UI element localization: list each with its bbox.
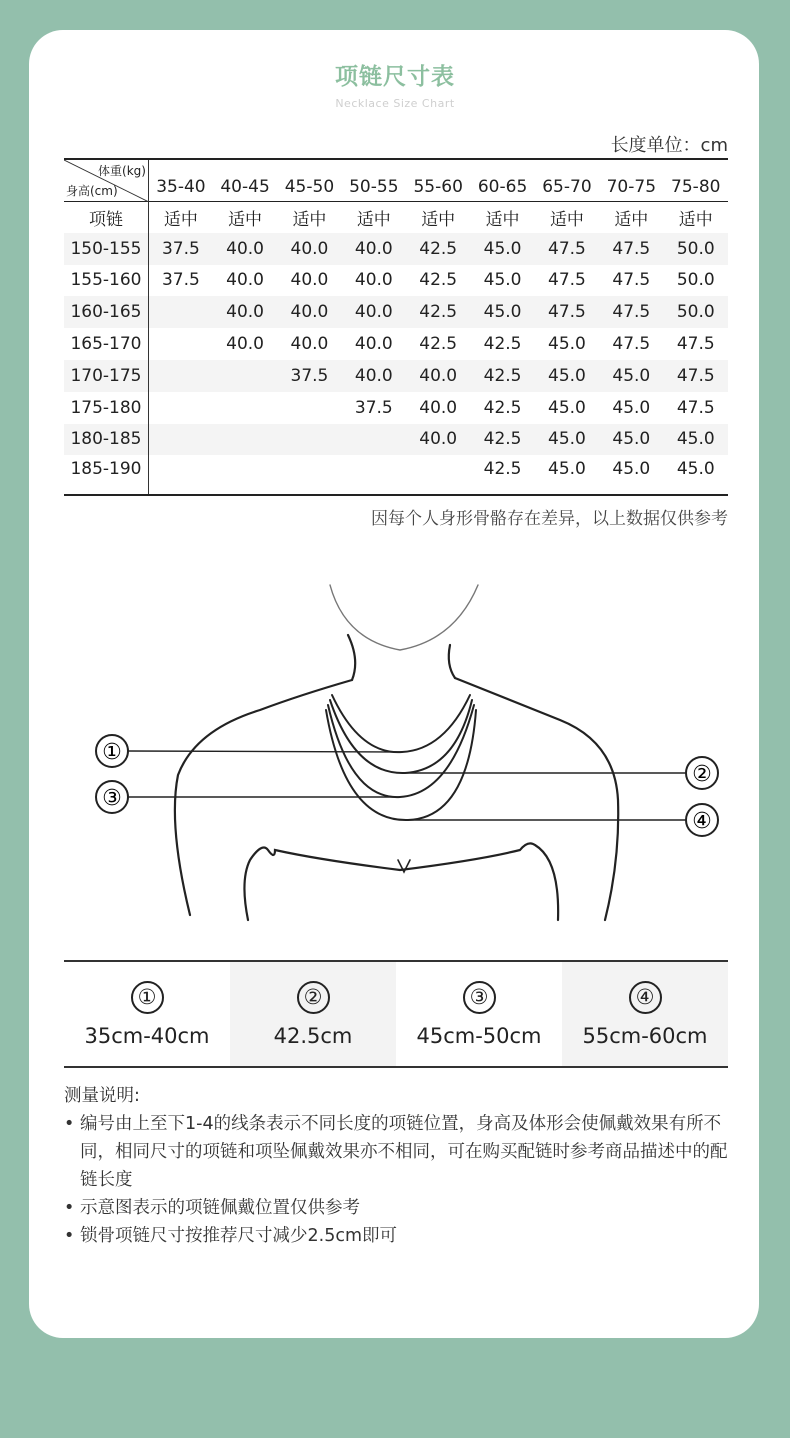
marker-1-label: ① [102, 740, 122, 765]
table-row [64, 455, 728, 495]
size-cell: 45.0 [535, 455, 599, 495]
marker-2 [686, 757, 718, 789]
instruction-item: • 编号由上至下1-4的线条表示不同长度的项链位置，身高及体形会使佩戴效果有所不同，相同尺寸的项链和项坠佩戴效果亦不相同，可在购买配链时参考商品描述中的配链长度 [64, 1110, 734, 1194]
page-title: 项链尺寸表 [335, 64, 455, 90]
marker-4 [686, 804, 718, 836]
size-cell: 42.5 [470, 424, 534, 456]
size-cell: 47.5 [535, 296, 599, 328]
height-label: 175-180 [64, 392, 148, 424]
table-row [64, 233, 728, 265]
legend-length: 35cm-40cm [84, 1023, 210, 1048]
size-cell: 40.0 [213, 233, 277, 265]
size-cell [213, 424, 277, 456]
size-cell: 45.0 [612, 397, 651, 418]
fit-cell: 适中 [535, 201, 599, 233]
fit-cell: 适中 [470, 201, 534, 233]
size-cell: 45.0 [599, 455, 663, 495]
legend-number: ③ [463, 981, 496, 1014]
size-cell: 45.0 [535, 360, 599, 392]
legend-item-1 [64, 962, 230, 1066]
size-cell: 40.0 [290, 334, 329, 355]
size-cell: 40.0 [277, 296, 341, 328]
page-subtitle: Necklace Size Chart [335, 97, 455, 110]
size-cell: 42.5 [470, 360, 534, 392]
size-cell [148, 424, 212, 456]
size-cell: 47.5 [612, 270, 651, 291]
size-cell: 40.0 [277, 233, 341, 265]
height-label: 150-155 [64, 233, 148, 265]
size-cell: 40.0 [419, 397, 458, 418]
size-cell [213, 455, 277, 495]
size-cell: 47.5 [676, 334, 715, 355]
height-label: 165-170 [64, 328, 148, 360]
size-cell: 45.0 [470, 233, 534, 265]
disclaimer-note: 因每个人身形骨骼存在差异，以上数据仅供参考 [371, 509, 728, 529]
weight-header: 60-65 [470, 159, 534, 201]
measurement-instructions [64, 1082, 734, 1250]
size-cell: 40.0 [342, 360, 406, 392]
size-cell [148, 296, 212, 328]
legend-length: 42.5cm [273, 1023, 353, 1048]
table-row [64, 392, 728, 424]
size-cell [342, 455, 406, 495]
size-cell: 37.5 [148, 233, 212, 265]
fit-cell: 适中 [406, 201, 470, 233]
marker-3 [96, 781, 128, 813]
fit-cell: 适中 [599, 201, 663, 233]
size-cell [148, 392, 212, 424]
table-corner [64, 159, 148, 201]
size-cell [148, 360, 212, 392]
unit-label: 长度单位：cm [610, 135, 728, 156]
legend-length: 55cm-60cm [582, 1023, 708, 1048]
size-cell: 45.0 [483, 270, 522, 291]
size-cell: 42.5 [483, 397, 522, 418]
size-cell: 40.0 [354, 334, 393, 355]
size-cell: 47.5 [548, 270, 586, 291]
size-cell: 45.0 [664, 424, 729, 456]
size-cell: 37.5 [354, 397, 393, 418]
corner-weight-label: 体重(kg) [98, 164, 146, 178]
table-row [64, 296, 728, 328]
size-cell [277, 455, 341, 495]
size-cell [342, 424, 406, 456]
weight-header: 65-70 [535, 159, 599, 201]
weight-header: 40-45 [213, 159, 277, 201]
size-cell: 45.0 [599, 360, 663, 392]
height-label: 160-165 [64, 296, 148, 328]
marker-1 [96, 735, 128, 767]
size-cell: 45.0 [470, 296, 534, 328]
corner-height-label: 身高(cm) [66, 183, 118, 198]
size-cell: 50.0 [664, 233, 729, 265]
size-cell: 42.5 [483, 334, 522, 355]
size-cell: 50.0 [676, 270, 715, 291]
weight-header: 35-40 [148, 159, 212, 201]
body-outline [128, 585, 686, 920]
size-cell: 45.0 [548, 397, 586, 418]
size-cell: 47.5 [599, 296, 663, 328]
size-cell: 42.5 [419, 270, 458, 291]
instructions-heading: 测量说明: [64, 1086, 140, 1106]
size-cell: 50.0 [664, 296, 729, 328]
weight-header: 75-80 [664, 159, 729, 201]
size-cell: 42.5 [470, 455, 534, 495]
weight-header: 70-75 [599, 159, 663, 201]
marker-3-label: ③ [102, 786, 122, 811]
size-cell: 45.0 [599, 424, 663, 456]
weight-header: 50-55 [342, 159, 406, 201]
fit-cell: 适中 [664, 201, 729, 233]
instruction-item: • 锁骨项链尺寸按推荐尺寸减少2.5cm即可 [64, 1222, 734, 1250]
size-cell [277, 392, 341, 424]
size-cell [406, 455, 470, 495]
necklace-diagram [0, 560, 790, 940]
size-cell: 37.5 [277, 360, 341, 392]
fit-row-label: 项链 [64, 201, 148, 233]
weight-header: 45-50 [277, 159, 341, 201]
legend-item-4 [562, 962, 728, 1066]
marker-4-label: ④ [692, 809, 712, 834]
legend-number: ④ [629, 981, 662, 1014]
fit-cell: 适中 [148, 201, 212, 233]
fit-row [64, 201, 728, 233]
size-table [64, 158, 728, 496]
size-cell: 42.5 [419, 334, 458, 355]
table-row [64, 424, 728, 456]
length-legend [64, 960, 728, 1068]
size-cell: 47.5 [535, 233, 599, 265]
size-cell: 40.0 [342, 233, 406, 265]
table-row [64, 328, 728, 360]
size-cell: 47.5 [664, 360, 729, 392]
fit-cell: 适中 [342, 201, 406, 233]
marker-2-label: ② [692, 762, 712, 787]
size-cell: 45.0 [664, 455, 729, 495]
size-cell: 40.0 [406, 360, 470, 392]
size-cell [213, 360, 277, 392]
legend-item-3 [396, 962, 562, 1066]
size-cell: 40.0 [354, 270, 393, 291]
height-label: 180-185 [64, 424, 148, 456]
legend-item-2 [230, 962, 396, 1066]
legend-number: ② [297, 981, 330, 1014]
size-cell: 45.0 [535, 424, 599, 456]
size-cell [213, 392, 277, 424]
size-cell: 42.5 [406, 296, 470, 328]
instruction-item: • 示意图表示的项链佩戴位置仅供参考 [64, 1194, 734, 1222]
size-cell: 42.5 [406, 233, 470, 265]
height-label: 170-175 [64, 360, 148, 392]
legend-length: 45cm-50cm [416, 1023, 542, 1048]
size-cell [148, 455, 212, 495]
size-cell: 37.5 [161, 270, 200, 291]
fit-cell: 适中 [213, 201, 277, 233]
size-cell: 47.5 [599, 233, 663, 265]
fit-cell: 适中 [277, 201, 341, 233]
height-label: 185-190 [64, 455, 148, 495]
instructions-list [64, 1110, 734, 1250]
size-cell: 40.0 [290, 270, 329, 291]
size-cell: 40.0 [226, 334, 264, 355]
weight-header-row [64, 159, 728, 201]
weight-header: 55-60 [406, 159, 470, 201]
legend-number: ① [131, 981, 164, 1014]
size-cell: 40.0 [213, 296, 277, 328]
size-cell: 40.0 [226, 270, 264, 291]
size-cell: 47.5 [612, 334, 651, 355]
table-row [64, 360, 728, 392]
size-cell: 45.0 [548, 334, 586, 355]
size-cell: 47.5 [676, 397, 715, 418]
height-label: 155-160 [64, 265, 148, 297]
size-cell [148, 328, 212, 360]
size-cell: 40.0 [406, 424, 470, 456]
size-cell: 40.0 [342, 296, 406, 328]
size-cell [277, 424, 341, 456]
table-row [64, 265, 728, 297]
